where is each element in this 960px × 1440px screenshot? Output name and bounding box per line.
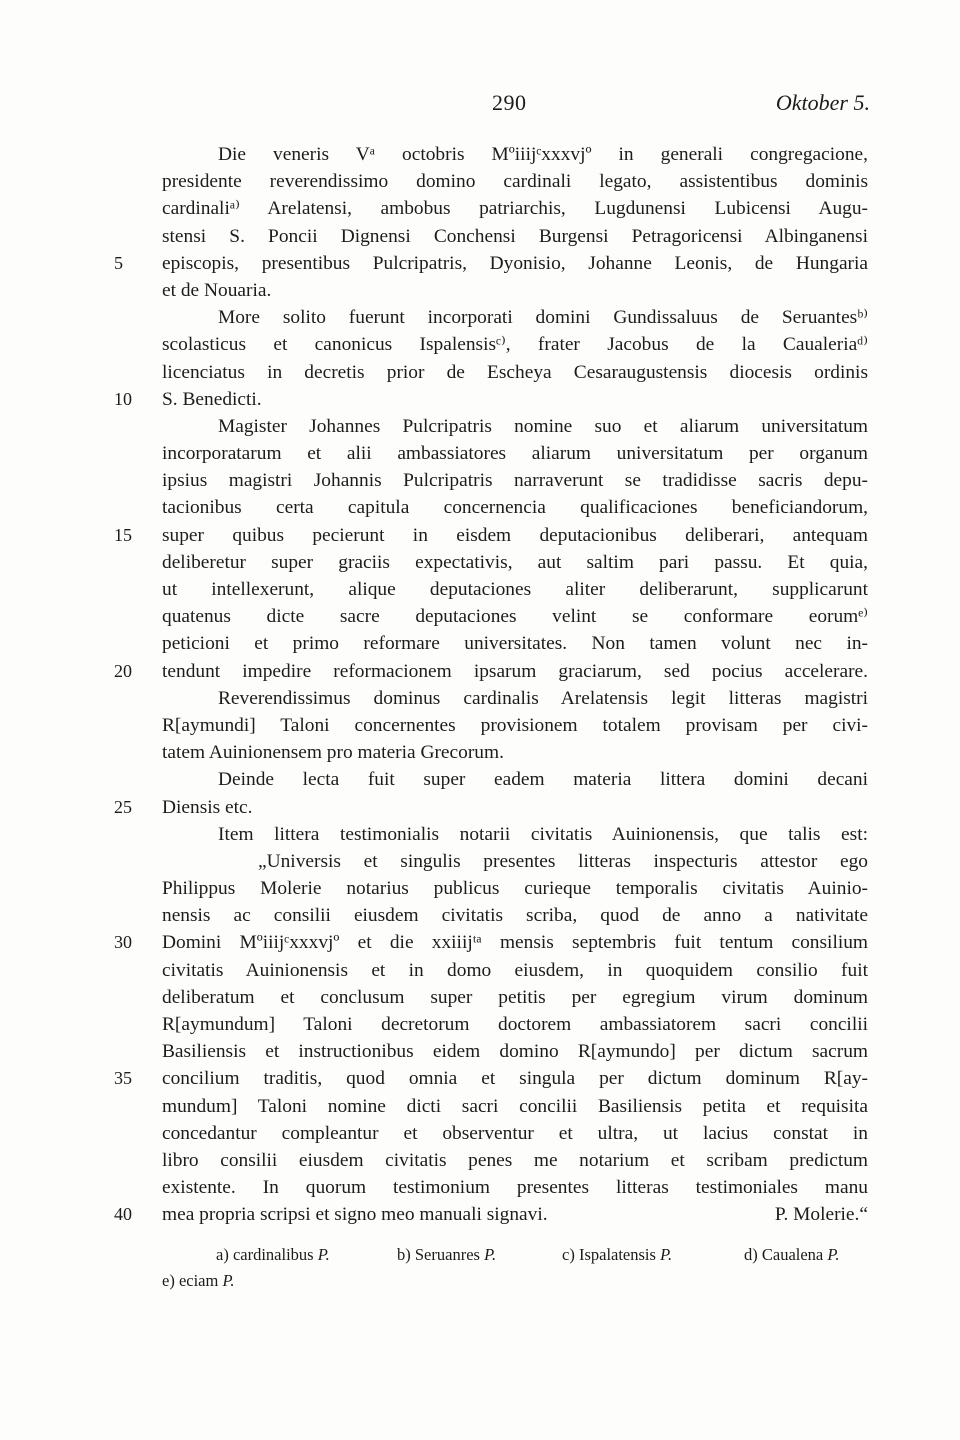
line-text: ut intellexerunt, alique deputaciones aliter deliberarunt, supplicarunt <box>162 579 868 600</box>
text-line <box>0 522 960 549</box>
footnote-text: Ispalatensis <box>578 1245 656 1264</box>
text-line <box>0 766 960 793</box>
text-line <box>0 1093 960 1120</box>
footnote-mark: d) <box>744 1245 758 1264</box>
footnote-mark: b) <box>397 1245 411 1264</box>
line-text: presidente reverendissimo domino cardinali legato, assistentibus dominis <box>162 171 868 193</box>
line-number: 20 <box>114 660 132 681</box>
page-number: 290 <box>492 90 527 115</box>
signature-text: P. Molerie.“ <box>774 1204 868 1226</box>
line-text: mundum] Taloni nomine dicti sacri concilii Basiliensis petita et requisita <box>162 1095 868 1117</box>
line-text: super quibus pecierunt in eisdem deputacionibus deliberari, antequam <box>162 524 868 546</box>
footnote-mark: e) <box>162 1271 175 1290</box>
footnote-text: Seruanres <box>414 1245 480 1264</box>
footnote-a <box>216 1242 330 1268</box>
footnote-text: cardinalibus <box>232 1245 314 1264</box>
line-text: Basiliensis et instructionibus eidem domino R[aymundo] per dictum sacrum <box>162 1041 868 1063</box>
footnote-e <box>162 1268 235 1294</box>
line-text: licenciatus in decretis prior de Escheya Cesaraugustensis diocesis ordinis <box>162 361 868 383</box>
line-number: 40 <box>114 1204 132 1225</box>
line-text: deliberatum et conclusum super petitis per egregium virum dominum <box>162 986 868 1008</box>
line-number: 5 <box>114 252 123 273</box>
line-text: tacionibus certa capitula concernencia qualificaciones beneficiandorum, <box>162 497 868 519</box>
line-text: stensi S. Poncii Dignensi Conchensi Burgensi Petragoricensi Albinganensi <box>162 225 868 247</box>
line-number: 30 <box>114 932 132 953</box>
footnote-source: P. <box>660 1245 673 1264</box>
text-line <box>0 223 960 250</box>
line-text: deliberetur super graciis expectativis, aut saltim pari passu. Et quia, <box>162 551 868 573</box>
line-text: civitatis Auinionensis et in domo eiusdem, in quoquidem consilio fuit <box>162 959 868 981</box>
line-text: „Universis et singulis presentes litteras inspecturis attestor ego <box>258 850 868 872</box>
line-number: 35 <box>114 1068 132 1089</box>
footnote-source: P. <box>222 1271 235 1290</box>
line-text: Magister Johannes Pulcripatris nomine suo et aliarum universitatum <box>218 415 868 437</box>
footnote-source: P. <box>827 1245 840 1264</box>
text-line <box>0 195 960 222</box>
line-text: tendunt impedire reformacionem ipsarum graciarum, sed pocius accelerare. <box>162 660 868 682</box>
text-line <box>0 957 960 984</box>
line-text: peticioni et primo reformare universitates. Non tamen volunt nec in- <box>162 633 868 655</box>
text-line <box>0 1120 960 1147</box>
text-line <box>0 168 960 195</box>
page-header <box>0 86 960 120</box>
text-line <box>0 875 960 902</box>
text-line <box>0 712 960 739</box>
footnote-line <box>0 1242 960 1268</box>
text-line <box>0 658 960 685</box>
text-line <box>0 304 960 331</box>
line-text: Reverendissimus dominus cardinalis Arelatensis legit litteras magistri <box>218 687 868 709</box>
text-line <box>0 794 960 821</box>
body-text <box>0 141 960 1229</box>
text-line <box>0 603 960 630</box>
footnote-mark: a) <box>216 1245 229 1264</box>
footnote-b <box>397 1242 496 1268</box>
text-line <box>0 413 960 440</box>
text-line <box>0 739 960 766</box>
footnote-line <box>0 1268 960 1294</box>
text-line <box>0 1038 960 1065</box>
text-line <box>0 549 960 576</box>
footnote-d <box>744 1242 839 1268</box>
line-text: tatem Auinionensem pro materia Grecorum. <box>162 742 504 764</box>
footnote-c <box>562 1242 672 1268</box>
footnote-source: P. <box>317 1245 330 1264</box>
footnotes <box>0 1242 960 1294</box>
text-line <box>0 1011 960 1038</box>
line-text: Deinde lecta fuit super eadem materia littera domini decani <box>218 769 868 791</box>
text-line <box>0 821 960 848</box>
text-line <box>0 1174 960 1201</box>
line-text: R[aymundum] Taloni decretorum doctorem ambassiatorem sacri concilii <box>162 1014 868 1035</box>
line-text: ipsius magistri Johannis Pulcripatris narraverunt se tradidisse sacris depu- <box>162 470 868 492</box>
text-line <box>0 630 960 657</box>
text-line <box>0 685 960 712</box>
text-line <box>0 277 960 304</box>
line-text: existente. In quorum testimonium presentes litteras testimoniales manu <box>162 1177 868 1199</box>
text-line <box>0 902 960 929</box>
text-line <box>0 331 960 358</box>
text-line <box>0 494 960 521</box>
text-line <box>0 467 960 494</box>
line-text: R[aymundi] Taloni concernentes provisionem totalem provisam per civi- <box>162 714 868 736</box>
footnote-mark: c) <box>562 1245 575 1264</box>
line-text: concilium traditis, quod omnia et singula per dictum dominum R[ay- <box>162 1068 868 1090</box>
line-text: Die veneris Vᵃ octobris Mºiiijᶜxxxvjº in generali congregacione, <box>218 144 868 165</box>
line-text: More solito fuerunt incorporati domini Gundissaluus de Seruantesᵇ⁾ <box>218 307 868 329</box>
line-text: incorporatarum et alii ambassiatores aliarum universitatum per organum <box>162 443 868 465</box>
text-line <box>0 1147 960 1174</box>
line-text: quatenus dicte sacre deputaciones velint se conformare eorumᵉ⁾ <box>162 606 868 628</box>
line-text: concedantur compleantur et observentur et ultra, ut lacius constat in <box>162 1122 868 1144</box>
text-line <box>0 386 960 413</box>
text-line <box>0 848 960 875</box>
line-text: nensis ac consilii eiusdem civitatis scriba, quod de anno a nativitate <box>162 905 868 927</box>
line-number: 25 <box>114 796 132 817</box>
text-line <box>0 250 960 277</box>
text-line <box>0 576 960 603</box>
line-text: et de Nouaria. <box>162 279 272 301</box>
text-line <box>0 141 960 168</box>
line-text: Item littera testimonialis notarii civitatis Auinionensis, que talis est: <box>218 823 868 845</box>
line-text: scolasticus et canonicus Ispalensisᶜ⁾, frater Jacobus de la Caualeriaᵈ⁾ <box>162 334 868 356</box>
text-line <box>0 1201 960 1228</box>
line-text: Philippus Molerie notarius publicus curieque temporalis civitatis Auinio- <box>162 878 868 900</box>
text-line <box>0 929 960 956</box>
line-number: 10 <box>114 388 132 409</box>
line-text: episcopis, presentibus Pulcripatris, Dyonisio, Johanne Leonis, de Hungaria <box>162 252 868 274</box>
text-line <box>0 984 960 1011</box>
text-line <box>0 1065 960 1092</box>
line-text: mea propria scripsi et signo meo manuali signavi. <box>162 1204 548 1226</box>
line-text: cardinaliᵃ⁾ Arelatensi, ambobus patriarchis, Lugdunensi Lubicensi Augu- <box>162 198 868 220</box>
line-number: 15 <box>114 524 132 545</box>
text-line <box>0 440 960 467</box>
line-text: Domini Mºiiijᶜxxxvjº et die xxiiijᵗᵃ mensis septembris fuit tentum consilium <box>162 932 868 954</box>
line-text: libro consilii eiusdem civitatis penes me notarium et scribam predictum <box>162 1149 868 1171</box>
line-text: Diensis etc. <box>162 796 253 818</box>
footnote-source: P. <box>484 1245 497 1264</box>
line-text: S. Benedicti. <box>162 388 262 410</box>
running-head: Oktober 5. <box>775 90 870 115</box>
text-line <box>0 359 960 386</box>
footnote-text: eciam <box>178 1271 219 1290</box>
footnote-text: Caualena <box>761 1245 824 1264</box>
